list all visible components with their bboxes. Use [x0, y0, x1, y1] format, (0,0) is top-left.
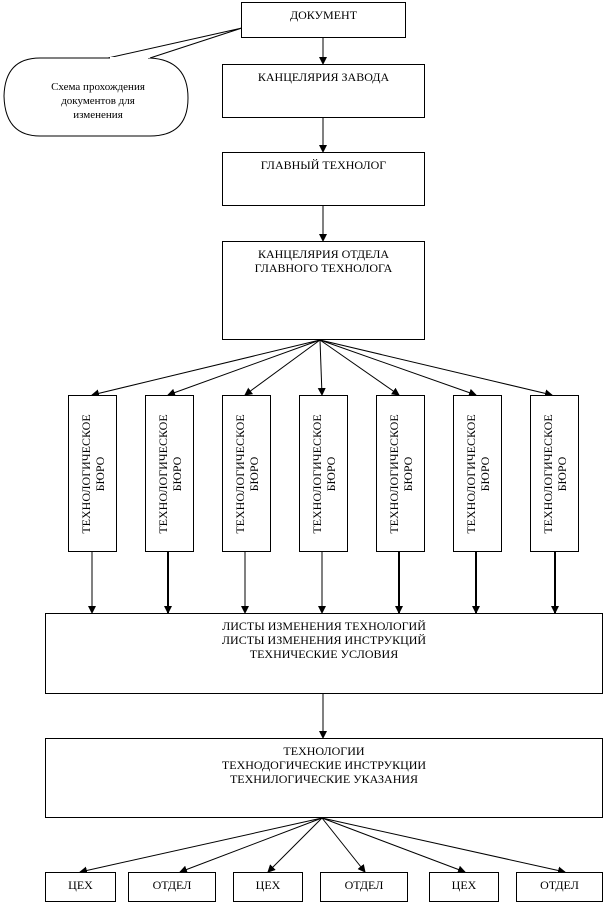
arrow-office-to-bureau-7: [320, 340, 552, 395]
callout-line: документов для: [61, 95, 135, 107]
node-label: [46, 739, 602, 786]
node-label: ОТДЕЛ: [344, 878, 384, 892]
bureau-label-line: ТЕХНОЛОГИЧЕСКОЕ: [386, 413, 401, 534]
node-label-line: ЛИСТЫ ИЗМЕНЕНИЯ ТЕХНОЛОГИЙ: [222, 619, 426, 633]
node-output-6: [516, 872, 603, 902]
bureau-label-line: ТЕХНОЛОГИЧЕСКОЕ: [309, 413, 324, 534]
arrow-office-to-bureau-1: [92, 340, 320, 395]
arrow-tech-to-output-3: [268, 818, 322, 872]
bureau-label-line: БЮРО: [477, 456, 492, 491]
node-bureau-6: [453, 395, 502, 552]
node-bureau-5: [376, 395, 425, 552]
node-change-sheets: [45, 613, 603, 694]
arrow-office-to-bureau-6: [320, 340, 476, 395]
node-bureau-7: [530, 395, 579, 552]
node-bureau-1: [68, 395, 117, 552]
bureau-label-line: БЮРО: [554, 456, 569, 491]
node-label: ДОКУМЕНТ: [289, 8, 358, 22]
node-output-2: [128, 872, 216, 902]
bureau-label-line: ТЕХНОЛОГИЧЕСКОЕ: [232, 413, 247, 534]
node-output-4: [320, 872, 408, 902]
bureau-label: [156, 414, 184, 533]
callout-text: [14, 80, 182, 122]
node-bureau-2: [145, 395, 194, 552]
node-label-line: ТЕХНИЛОГИЧЕСКИЕ УКАЗАНИЯ: [229, 772, 419, 786]
bureau-label: [79, 414, 107, 533]
node-output-3: [233, 872, 303, 902]
bureau-label-line: БЮРО: [169, 456, 184, 491]
node-label: КАНЦЕЛЯРИЯ ЗАВОДА: [257, 70, 390, 84]
bureau-label-line: БЮРО: [323, 456, 338, 491]
node-label: ОТДЕЛ: [540, 878, 579, 892]
node-label: ОТДЕЛ: [152, 878, 192, 892]
bureau-label-line: ТЕХНОЛОГИЧЕСКОЕ: [540, 413, 555, 534]
bureau-label: [387, 414, 415, 533]
node-label: [223, 242, 424, 275]
node-output-5: [429, 872, 499, 902]
arrow-office-to-bureau-4: [320, 340, 322, 395]
node-chief-technologist: [222, 152, 425, 206]
node-label-line: ЛИСТЫ ИЗМЕНЕНИЯ ИНСТРУКЦИЙ: [221, 633, 427, 647]
bureau-label: [464, 414, 492, 533]
bureau-label: [233, 414, 261, 533]
bureau-label-line: ТЕХНОЛОГИЧЕСКОЕ: [78, 413, 93, 534]
arrow-office-to-bureau-2: [168, 340, 320, 395]
node-label-line: ТЕХНОЛОГИИ: [283, 744, 365, 758]
node-label-line: ТЕХНОДОГИЧЕСКИЕ ИНСТРУКЦИИ: [221, 758, 427, 772]
node-label: ЦЕХ: [451, 878, 477, 892]
node-label-line: КАНЦЕЛЯРИЯ ОТДЕЛА: [257, 247, 390, 261]
callout-line: изменения: [73, 109, 123, 121]
node-technologies: [45, 738, 603, 818]
node-bureau-3: [222, 395, 271, 552]
bureau-label: [541, 414, 569, 533]
arrow-office-to-bureau-5: [320, 340, 399, 395]
node-bureau-4: [299, 395, 348, 552]
bureau-label-line: ТЕХНОЛОГИЧЕСКОЕ: [155, 413, 170, 534]
node-label: ЦЕХ: [68, 878, 93, 892]
arrow-office-to-bureau-3: [245, 340, 320, 395]
bureau-label-line: БЮРО: [92, 456, 107, 491]
node-label-line: ГЛАВНОГО ТЕХНОЛОГА: [254, 261, 393, 275]
node-label: ЦЕХ: [255, 878, 281, 892]
bureau-label: [310, 414, 338, 533]
node-plant-office: [222, 64, 425, 118]
node-chief-tech-office: [222, 241, 425, 340]
bureau-label-line: ТЕХНОЛОГИЧЕСКОЕ: [463, 413, 478, 534]
node-output-1: [45, 872, 116, 902]
node-label: [46, 614, 602, 661]
node-document: [241, 2, 406, 38]
callout-line: Схема прохождения: [51, 81, 145, 93]
bureau-label-line: БЮРО: [246, 456, 261, 491]
callout-pointer: [108, 28, 242, 58]
node-label: ГЛАВНЫЙ ТЕХНОЛОГ: [260, 158, 387, 172]
bureau-label-line: БЮРО: [400, 456, 415, 491]
node-label-line: ТЕХНИЧЕСКИЕ УСЛОВИЯ: [249, 647, 399, 661]
